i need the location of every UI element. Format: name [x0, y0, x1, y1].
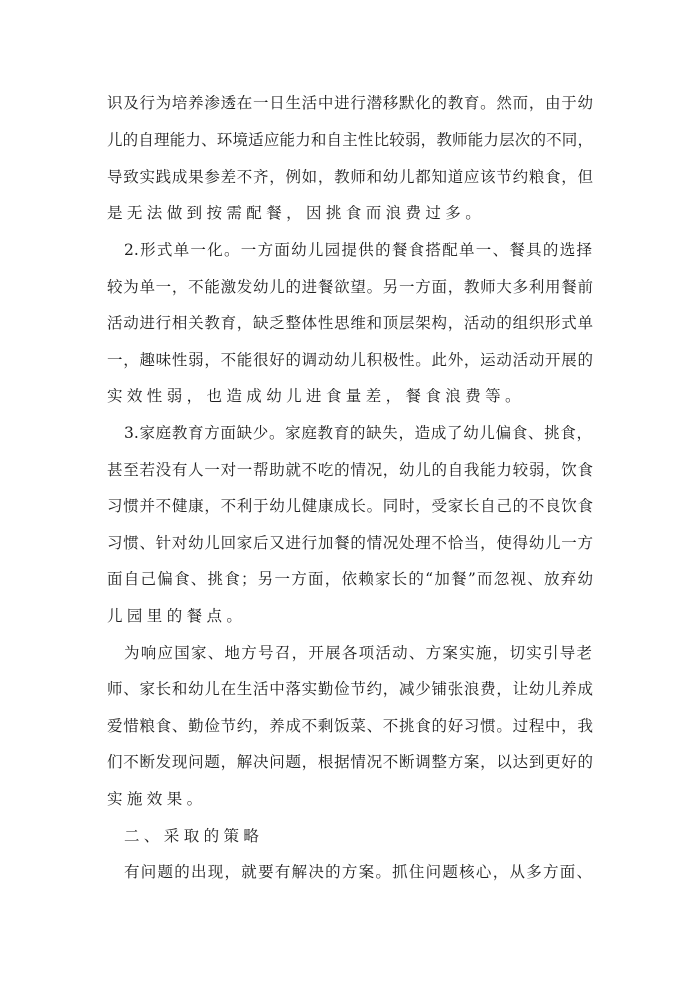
text-line: 较为单一，不能激发幼儿的进餐欲望。另一方面，教师大多利用餐前 [107, 278, 593, 296]
text-line: 习惯并不健康，不利于幼儿健康成长。同时，受家长自己的不良饮食 [107, 497, 593, 515]
text-line: 爱惜粮食、勤俭节约，养成不剩饭菜、不挑食的好习惯。过程中，我 [107, 717, 593, 735]
text-line: 有问题的出现，就要有解决的方案。抓住问题核心，从多方面、 [124, 863, 592, 881]
section-heading: 二、采取的策略 [124, 827, 264, 845]
text-line: 儿的自理能力、环境适应能力和自主性比较弱，教师能力层次的不同， [107, 131, 593, 149]
text-line: 一，趣味性弱，不能很好的调动幼儿积极性。此外，运动活动开展的 [107, 351, 593, 369]
text-line: 为响应国家、地方号召，开展各项活动、方案实施，切实引导老 [124, 644, 592, 662]
text-line: 儿园里的餐点。 [107, 607, 247, 625]
text-line: 识及行为培养渗透在一日生活中进行潜移默化的教育。然而，由于幼 [107, 94, 593, 112]
text-line: 甚至若没有人一对一帮助就不吃的情况，幼儿的自我能力较弱，饮食 [107, 461, 593, 479]
text-line: 们不断发现问题，解决问题，根据情况不断调整方案，以达到更好的 [107, 753, 593, 771]
text-line: 实施效果。 [107, 790, 207, 808]
text-line: 3.家庭教育方面缺少。家庭教育的缺失，造成了幼儿偏食、挑食， [124, 424, 592, 442]
text-line: 师、家长和幼儿在生活中落实勤俭节约，减少铺张浪费，让幼儿养成 [107, 680, 593, 698]
text-line: 是无法做到按需配餐，因挑食而浪费过多。 [107, 204, 486, 222]
text-line: 习惯、针对幼儿回家后又进行加餐的情况处理不恰当，使得幼儿一方 [107, 534, 593, 552]
text-line: 实效性弱，也造成幼儿进食量差，餐食浪费等。 [107, 387, 525, 405]
text-line: 2.形式单一化。一方面幼儿园提供的餐食搭配单一、餐具的选择 [124, 241, 592, 259]
text-line: 面自己偏食、挑食；另一方面，依赖家长的“加餐”而忽视、放弃幼 [107, 570, 593, 588]
text-line: 导致实践成果参差不齐，例如，教师和幼儿都知道应该节约粮食，但 [107, 168, 593, 186]
text-line: 活动进行相关教育，缺乏整体性思维和顶层架构，活动的组织形式单 [107, 314, 593, 332]
